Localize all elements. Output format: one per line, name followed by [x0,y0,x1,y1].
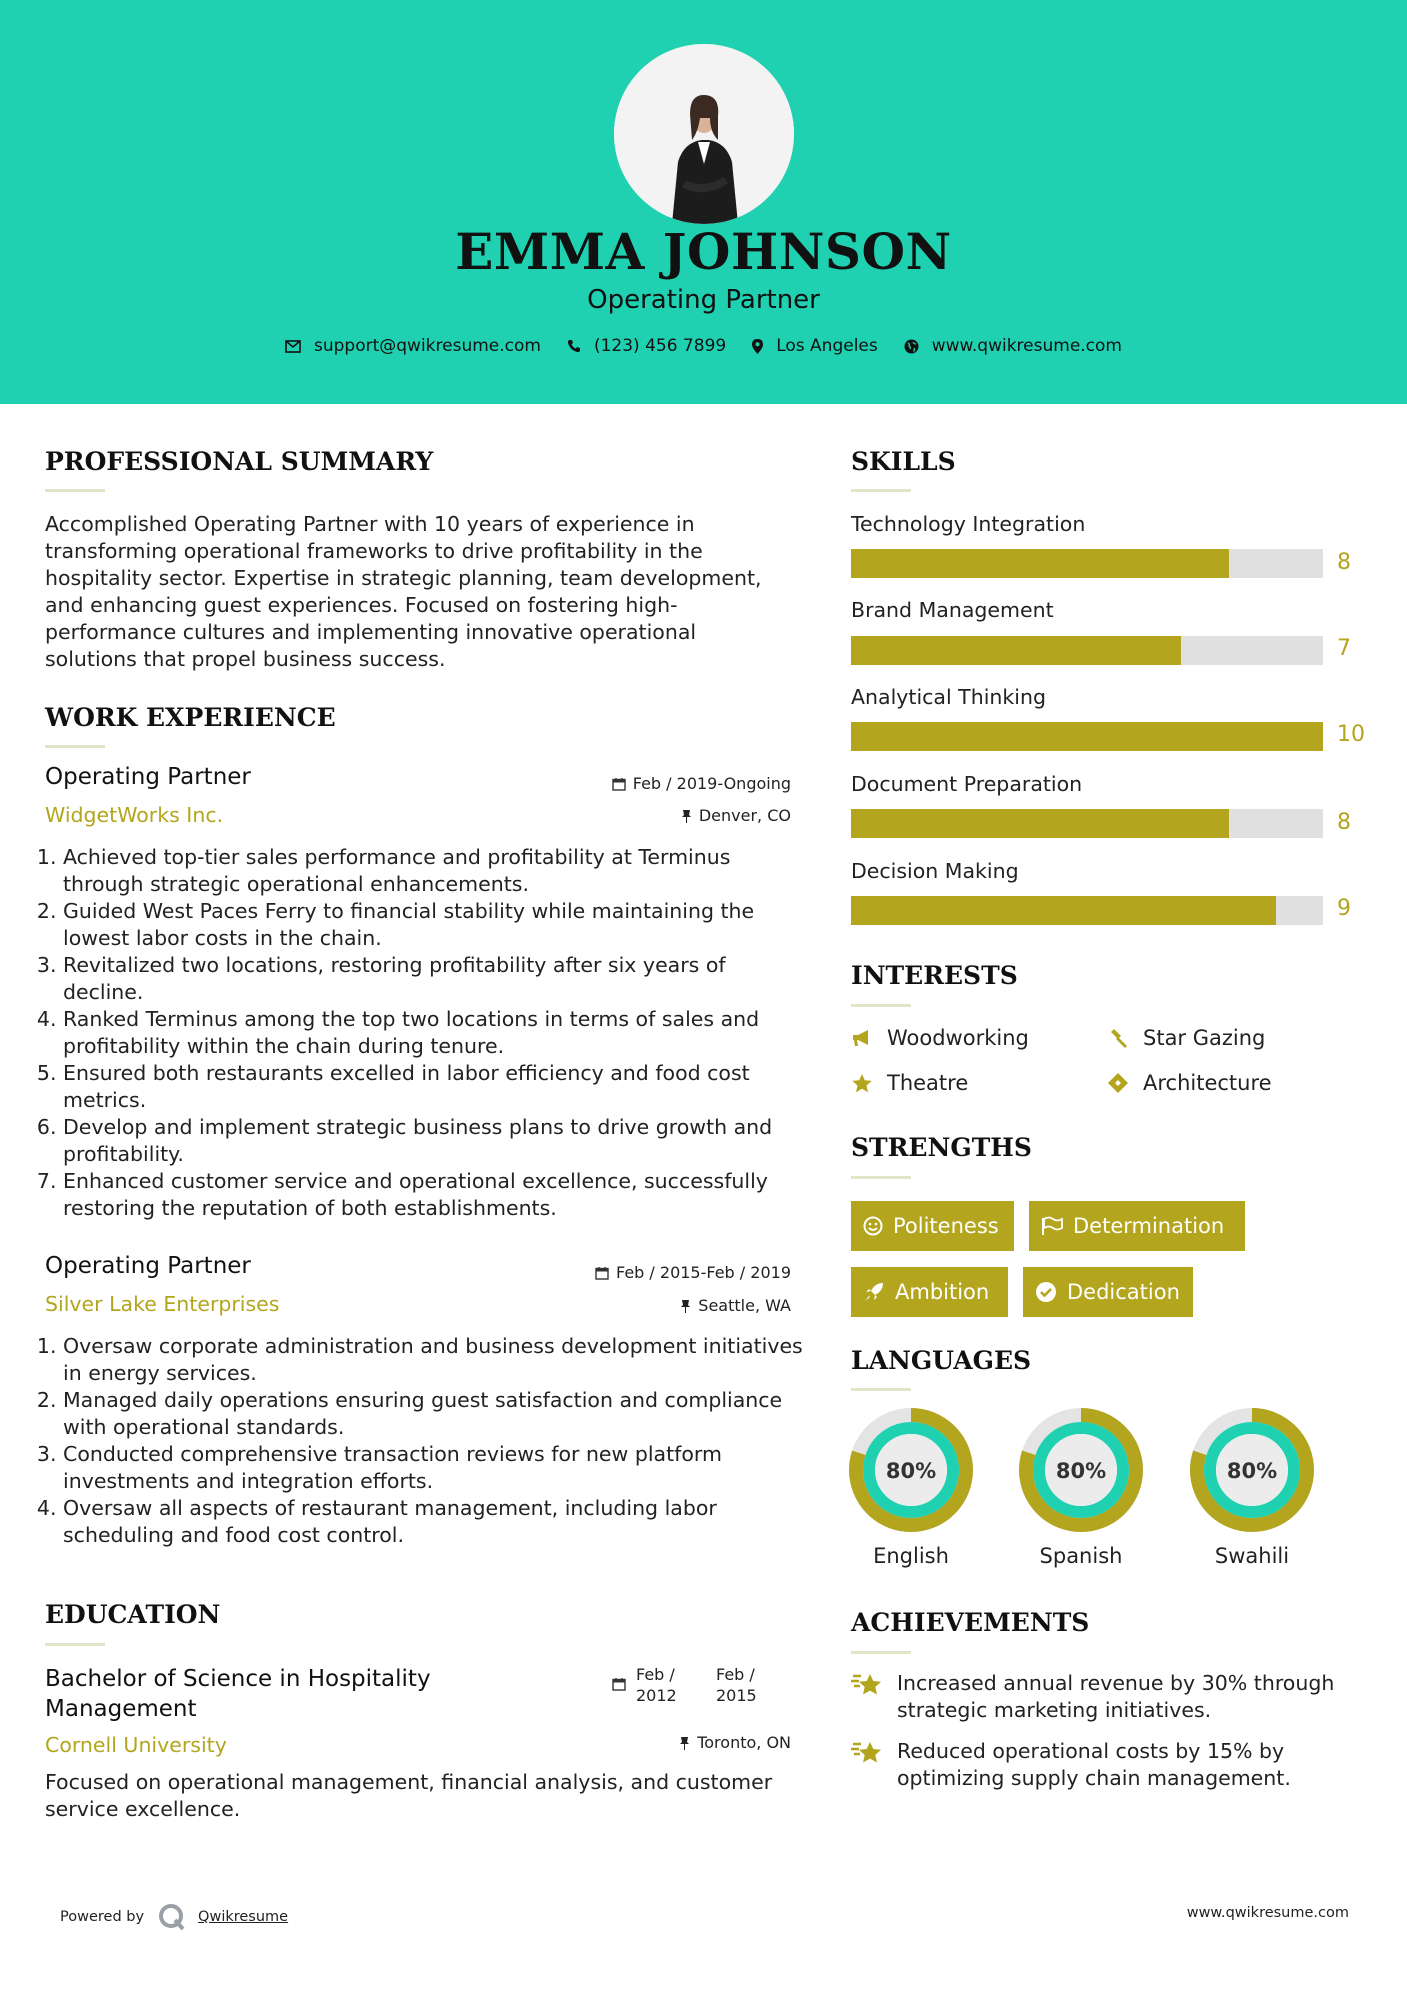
job-2-duty: 3. Conducted comprehensive transaction reviews for new platform investments and integration efforts. [63,1441,808,1495]
interests-rule [851,1004,911,1007]
skill-bar [851,549,1323,578]
calendar-icon [595,1266,609,1280]
gavel-icon [1107,1027,1129,1049]
skill-name: Brand Management [851,598,1054,622]
skill-bar-fill [851,896,1276,925]
job-2-duty: 1. Oversaw corporate administration and business development initiatives in energy services. [63,1333,808,1387]
strength-label: Ambition [895,1280,990,1304]
skill-value: 8 [1337,550,1351,575]
job-1-location-text: Denver, CO [698,806,791,825]
strengths-heading: STRENGTHS [851,1133,1032,1162]
profile-photo [614,44,794,224]
smile-icon [863,1216,883,1236]
achievements-heading: ACHIEVEMENTS [851,1608,1090,1637]
achievements-rule [851,1651,911,1654]
achievement-text: Reduced operational costs by 15% by optimizing supply chain management. [897,1739,1291,1790]
contact-location [752,336,878,356]
strength-badge [1023,1267,1193,1317]
job-1-duty: 4. Ranked Terminus among the top two locations in terms of sales and profitability within the chain during tenure. [63,1006,808,1060]
qwikresume-logo-icon [158,1903,186,1931]
calendar-icon [612,1677,626,1691]
globe-icon [904,339,919,354]
job-2-duties [45,1333,808,1549]
job-1-duties [45,844,808,1222]
map-pin-icon [752,339,763,354]
contact-phone[interactable] [567,336,726,356]
job-2-company: Silver Lake Enterprises [45,1292,280,1316]
interests-heading: INTERESTS [851,961,1018,990]
contact-email[interactable] [285,336,541,356]
interest-item [1107,1026,1265,1050]
job-1-dates-text: Feb / 2019-Ongoing [632,774,791,793]
language-name: Spanish [1039,1544,1123,1568]
job-2-title: Operating Partner [45,1253,251,1279]
interest-item [851,1071,968,1095]
education-start: Feb / 2012 [636,1665,677,1705]
education-location-text: Toronto, ON [697,1733,791,1752]
skill-bar [851,722,1323,751]
education-school: Cornell University [45,1733,227,1757]
strength-badge [851,1267,1008,1317]
pushpin-icon [680,1299,691,1313]
language-percent: 80% [1055,1459,1107,1483]
pushpin-icon [679,1736,690,1750]
interest-label: Woodworking [887,1026,1029,1050]
star-icon [851,1073,873,1094]
education-end: Feb / 2015 [716,1665,757,1705]
language-ring [849,1408,973,1532]
job-1-company: WidgetWorks Inc. [45,803,224,827]
skill-name: Document Preparation [851,772,1083,796]
summary-text: Accomplished Operating Partner with 10 years of experience in transforming operational frameworks to drive profitability in the hospitality sector. Expertise in strategic planning, team development, and enhancing guest experiences. Focused on fostering high-performance cultures and implementing innovative operational solutions that propel business success. [45,512,762,671]
language-percent: 80% [885,1459,937,1483]
interest-item [1107,1071,1272,1095]
contact-bar [0,336,1407,356]
skill-value: 9 [1337,896,1351,921]
skills-heading: SKILLS [851,447,956,476]
interest-label: Theatre [887,1071,969,1095]
education-description: Focused on operational management, financial analysis, and customer service excellence. [45,1770,773,1821]
achievement-item [851,1738,1356,1792]
job-1-location [681,806,791,825]
skill-bar-fill [851,809,1229,838]
contact-email-text: support@qwikresume.com [314,336,541,356]
candidate-role: Operating Partner [587,285,820,315]
skill-bar [851,636,1323,665]
skill-bar-fill [851,636,1181,665]
footer-url[interactable]: www.qwikresume.com [1186,1905,1349,1921]
education-rule [45,1643,105,1646]
language-ring [1019,1408,1143,1532]
job-2-duty: 4. Oversaw all aspects of restaurant management, including labor scheduling and food cost control. [63,1495,808,1549]
experience-heading: WORK EXPERIENCE [45,703,336,732]
skill-name: Analytical Thinking [851,685,1046,709]
rocket-icon [863,1281,885,1303]
calendar-icon [612,777,626,791]
interest-label: Architecture [1143,1071,1272,1095]
language-percent: 80% [1226,1459,1278,1483]
skill-bar-fill [851,722,1323,751]
strength-badge [1029,1201,1245,1251]
contact-phone-text: (123) 456 7899 [593,336,727,356]
award-star-icon [851,1740,883,1766]
job-1-duty: 6. Develop and implement strategic business plans to drive growth and profitability. [63,1114,808,1168]
language-name: English [873,1544,949,1568]
language-ring [1190,1408,1314,1532]
award-star-icon [851,1672,883,1698]
skill-value: 7 [1337,636,1351,661]
contact-location-text: Los Angeles [776,336,878,356]
education-heading: EDUCATION [45,1600,221,1629]
job-1-duty: 1. Achieved top-tier sales performance and profitability at Terminus through strategic operational enhancements. [63,844,808,898]
job-1-dates [612,774,791,793]
phone-icon [567,339,581,353]
job-1-title: Operating Partner [45,764,251,790]
language-name: Swahili [1214,1544,1290,1568]
interest-item [851,1026,1029,1050]
flag-icon [1041,1216,1063,1236]
languages-rule [851,1388,911,1391]
strength-label: Dedication [1067,1280,1180,1304]
job-2-location [680,1296,791,1315]
achievement-item [851,1670,1356,1724]
skill-bar [851,809,1323,838]
footer-powered [60,1903,288,1931]
powered-by-text: Powered by [60,1909,145,1925]
pushpin-icon [681,809,692,823]
job-1-duty: 7. Enhanced customer service and operational excellence, successfully restoring the reputation of both establishments. [63,1168,808,1222]
skill-value: 8 [1337,810,1351,835]
header-banner [0,0,1407,404]
contact-website-text: www.qwikresume.com [931,336,1122,356]
languages-heading: LANGUAGES [851,1346,1032,1375]
strength-badge [851,1201,1014,1251]
check-circle-icon [1035,1281,1057,1303]
strengths-rule [851,1176,911,1179]
megaphone-icon [851,1028,873,1048]
ticket-icon [1107,1072,1129,1094]
job-1-duty: 5. Ensured both restaurants excelled in labor efficiency and food cost metrics. [63,1060,808,1114]
summary-rule [45,489,105,492]
skill-bar [851,896,1323,925]
skill-value: 10 [1337,722,1365,747]
experience-rule [45,745,105,748]
skill-name: Decision Making [851,859,1019,883]
job-2-dates [595,1263,791,1282]
skills-rule [851,489,911,492]
contact-website[interactable] [904,336,1122,356]
candidate-name: EMMA JOHNSON [455,222,952,281]
envelope-icon [285,340,301,353]
strength-label: Determination [1073,1214,1225,1238]
achievement-text: Increased annual revenue by 30% through strategic marketing initiatives. [897,1671,1335,1722]
job-2-location-text: Seattle, WA [698,1296,791,1315]
summary-heading: PROFESSIONAL SUMMARY [45,447,434,476]
strength-label: Politeness [893,1214,999,1238]
footer-brand-link[interactable]: Qwikresume [198,1909,289,1925]
skill-bar-fill [851,549,1229,578]
skill-name: Technology Integration [851,512,1086,536]
education-location [679,1733,791,1752]
education-degree: Bachelor of Science in Hospitality Management [45,1666,431,1722]
job-1-duty: 2. Guided West Paces Ferry to financial stability while maintaining the lowest labor costs in the chain. [63,898,808,952]
interest-label: Star Gazing [1143,1026,1266,1050]
job-2-duty: 2. Managed daily operations ensuring guest satisfaction and compliance with operational standards. [63,1387,808,1441]
job-2-dates-text: Feb / 2015-Feb / 2019 [616,1263,791,1282]
job-1-duty: 3. Revitalized two locations, restoring profitability after six years of decline. [63,952,808,1006]
